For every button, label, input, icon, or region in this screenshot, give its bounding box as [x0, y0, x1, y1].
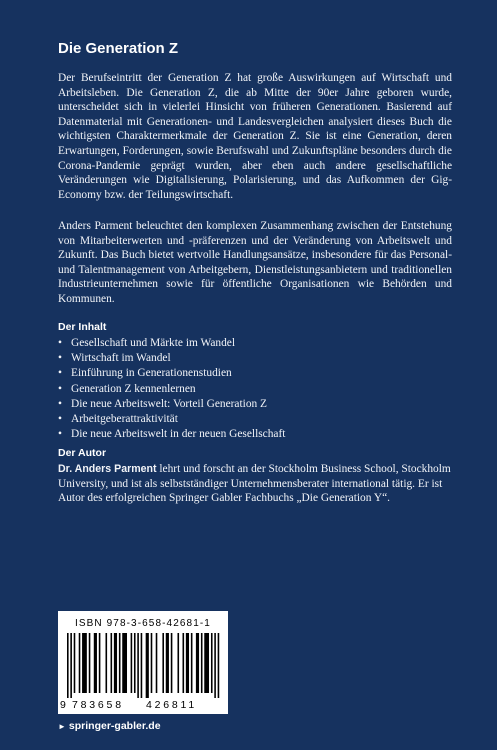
author-text: lehrt und forscht an der Stockholm Business School, Stockholm University, und ist als selbstständiger Unternehmensberater international tätig. Er ist Autor des erfolgreichen Springer Gabler Fachbuchs „Die Generation Y“. [58, 463, 451, 505]
barcode-bar [166, 633, 169, 693]
list-item [58, 382, 452, 397]
barcode-digits-left: 783658 [72, 699, 124, 711]
bullet-icon: • [58, 397, 62, 410]
barcode-box [58, 611, 228, 714]
list-item [58, 351, 452, 366]
bullet-icon: • [58, 367, 62, 380]
barcode-bar [196, 633, 199, 693]
barcode-bar [114, 633, 117, 693]
list-item-text: Die neue Arbeitswelt in der neuen Gesellschaft [71, 428, 286, 441]
author-heading: Der Autor [58, 447, 107, 459]
barcode-bar [201, 633, 203, 693]
arrow-icon: ► [58, 722, 66, 731]
barcode-bar [204, 633, 209, 693]
barcode-bar [89, 633, 91, 693]
list-item-text: Einführung in Generationenstudien [71, 367, 232, 380]
description-paragraph-1: Der Berufseintritt der Generation Z hat große Auswirkungen auf Wirtschaft und Arbeitsleben. Die Generation Z, die ab Mitte der 90er Jahre geboren wurde, unterscheidet sich in vielerlei Hinsicht von früheren Generationen. Basierend auf Datenmaterial mit Generationen- und Landesvergleichen analysiert dieses Buch die wichtigsten Charaktermerkmale der Generation Z. Sie ist eine Generation, deren Erwartungen, Forderungen, sowie Berufswahl und Zukunftspläne besonders durch die Corona-Pandemie geprägt wurden, aber eben auch andere gesellschaftliche Veränderungen wie Digitalisierung, Polarisierung, und das Aufkommen der Gig-Economy bzw. der Teilungswirtschaft. [58, 72, 452, 201]
barcode-bar [106, 633, 108, 693]
barcode-icon [67, 633, 221, 698]
barcode-bar [151, 633, 153, 693]
barcode-bar [94, 633, 97, 693]
bullet-icon: • [58, 428, 62, 441]
author-bio [58, 462, 452, 506]
barcode-bar [82, 633, 87, 693]
list-item-text: Arbeitgeberattraktivität [71, 413, 178, 426]
author-name: Dr. Anders Parment [58, 463, 157, 475]
bullet-icon: • [58, 352, 62, 365]
barcode-bar [99, 633, 101, 693]
barcode-bar [119, 633, 121, 693]
description-paragraph-2: Anders Parment beleuchtet den komplexen Zusammenhang zwischen der Entstehung von Mitarbeiterwerten und -präferenzen und der Veränderung von Arbeitswelt und Zukunft. Das Buch bietet wertvolle Handlungsansätze, insbesondere für das Personal- und Talentmanagement von Arbeitgebern, Dienstleistungsanbietern und traditionellen Industrieunternehmen sowie für öffentliche Organisationen wie Behörden und Kommunen. [58, 220, 452, 305]
isbn-label: ISBN 978-3-658-42681-1 [75, 618, 211, 629]
list-item [58, 397, 452, 412]
bullet-icon: • [58, 337, 62, 349]
barcode-bar [131, 633, 133, 693]
bullet-icon: • [58, 413, 62, 426]
book-title: Die Generation Z [58, 40, 179, 57]
barcode-bar [67, 633, 69, 698]
barcode-bar [183, 633, 185, 693]
barcode-bar [191, 633, 193, 693]
barcode-bar [141, 633, 143, 698]
contents-list [58, 336, 452, 442]
website-url: springer-gabler.de [68, 720, 161, 732]
contents-heading: Der Inhalt [58, 321, 107, 333]
barcode-bar [162, 633, 164, 693]
barcode-bar [79, 633, 81, 693]
bullet-icon: • [58, 382, 62, 395]
list-item [58, 366, 452, 381]
barcode-bar [211, 633, 213, 693]
list-item-text: Wirtschaft im Wandel [71, 352, 171, 365]
list-item [58, 336, 452, 351]
barcode-bar [111, 633, 113, 693]
barcode-digit-first: 9 [60, 699, 66, 711]
barcode-bar [146, 633, 149, 698]
barcode-bar [156, 633, 158, 693]
barcode-bar [218, 633, 220, 698]
barcode-bar [171, 633, 173, 693]
list-item-text: Generation Z kennenlernen [71, 382, 196, 395]
barcode-bar [70, 633, 72, 698]
barcode-bar [186, 633, 189, 693]
barcode-bar [134, 633, 136, 693]
list-item-text: Die neue Arbeitswelt: Vorteil Generation Z [71, 397, 268, 410]
barcode-bar [214, 633, 216, 698]
barcode-digits-right: 426811 [146, 699, 198, 711]
list-item-text: Gesellschaft und Märkte im Wandel [71, 337, 235, 349]
list-item [58, 427, 452, 442]
barcode-bar [74, 633, 76, 693]
barcode-bar [137, 633, 139, 698]
list-item [58, 412, 452, 427]
barcode-bar [122, 633, 127, 693]
publisher-website [58, 720, 161, 732]
barcode-bar [177, 633, 179, 693]
